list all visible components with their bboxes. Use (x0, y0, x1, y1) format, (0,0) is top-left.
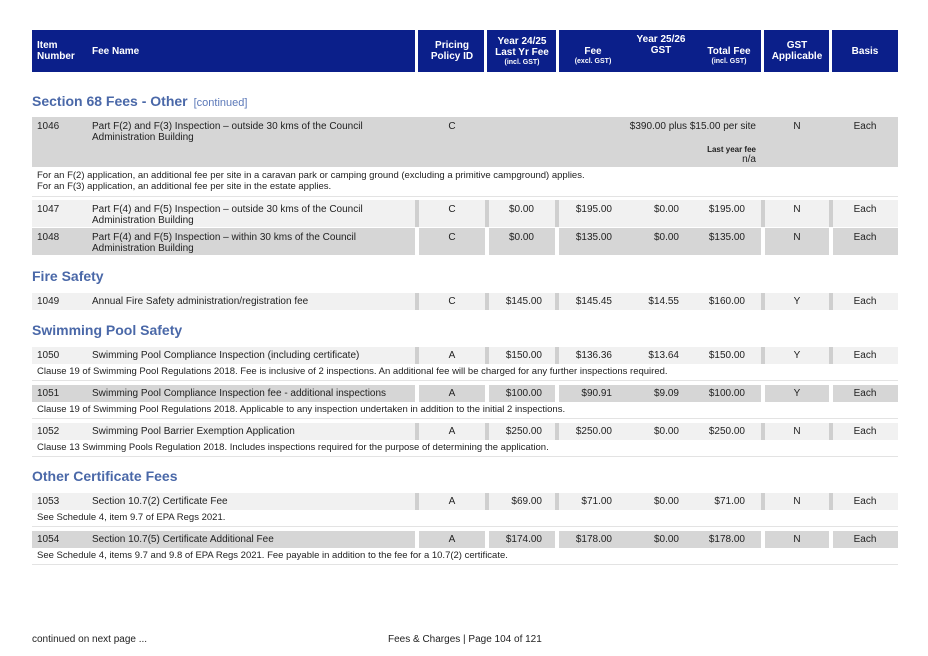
gst-applicable: Y (793, 350, 801, 361)
table-row (32, 228, 898, 255)
column-divider (829, 531, 833, 548)
table-row (32, 531, 898, 548)
last-year-fee: $145.00 (505, 296, 542, 307)
table-row (32, 385, 898, 402)
row-note: Clause 19 of Swimming Pool Regulations 2018. Fee is inclusive of 2 inspections. An additional fee will be charged for any further inspections required. (32, 364, 898, 381)
gst-applicable: N (793, 232, 801, 243)
header-total-sub: (incl. GST) (711, 58, 747, 65)
total-fee: $250.00 (708, 426, 745, 437)
gst-applicable: N (793, 496, 801, 507)
fee-name: Swimming Pool Compliance Inspection fee - additional inspections (92, 388, 387, 399)
item-number: 1048 (37, 232, 60, 243)
fee-name: Part F(4) and F(5) Inspection – outside 30 kms of the Council Administration Building (92, 204, 363, 226)
table-row (32, 347, 898, 364)
header-fee-name: Fee Name (92, 45, 140, 57)
page-footer: Fees & Charges | Page 104 of 121 (388, 634, 542, 645)
column-divider (415, 347, 419, 364)
gst-amount: $14.55 (648, 296, 679, 307)
column-divider (761, 347, 765, 364)
basis: Each (853, 204, 877, 215)
fee-name: Swimming Pool Barrier Exemption Application (92, 426, 295, 437)
row-note (32, 167, 898, 197)
row-note: See Schedule 4, items 9.7 and 9.8 of EPA Regs 2021. Fee payable in addition to the fee for a 10.7(2) certificate. (32, 548, 898, 565)
header-divider (484, 30, 487, 72)
header-total-fee (696, 30, 762, 72)
item-number: 1049 (37, 296, 60, 307)
gst-applicable: N (793, 534, 801, 545)
last-year-fee: $0.00 (508, 204, 534, 215)
pricing-policy: C (448, 204, 456, 215)
column-divider (761, 385, 765, 402)
item-number: 1052 (37, 426, 60, 437)
fee-excl-gst: $135.00 (575, 232, 612, 243)
note-line: For an F(3) application, an additional fee per site in the estate applies. (37, 181, 332, 192)
column-divider (761, 531, 765, 548)
column-divider (761, 423, 765, 440)
header-last-year-fee (489, 30, 555, 72)
item-number: 1046 (37, 121, 60, 132)
row-note: See Schedule 4, item 9.7 of EPA Regs 2021. (32, 510, 898, 527)
pricing-policy: A (448, 388, 456, 399)
header-last-year-mid: Last Yr Fee (495, 46, 549, 58)
column-divider (415, 531, 419, 548)
header-fee-sub: (excl. GST) (574, 58, 612, 65)
basis: Each (853, 426, 877, 437)
section-title-text: Section 68 Fees - Other (32, 93, 188, 109)
total-fee: $71.00 (714, 496, 745, 507)
section-title-pool: Swimming Pool Safety (32, 322, 183, 338)
header-total-mid: Total Fee (707, 46, 751, 57)
gst-amount: $0.00 (653, 204, 679, 215)
last-year-fee: $100.00 (505, 388, 542, 399)
header-divider (761, 30, 764, 72)
table-row (32, 117, 898, 167)
fee-name: Section 10.7(2) Certificate Fee (92, 496, 228, 507)
gst-applicable: Y (793, 296, 801, 307)
header-fee (562, 30, 624, 72)
gst-amount: $0.00 (653, 232, 679, 243)
column-divider (829, 385, 833, 402)
column-divider (415, 200, 419, 227)
fee-excl-gst: $90.91 (581, 388, 612, 399)
fee-excl-gst: $195.00 (575, 204, 612, 215)
header-gst-applicable: GST Applicable (771, 40, 823, 62)
table-row (32, 200, 898, 227)
section-continued: [continued] (193, 97, 248, 109)
pricing-policy: A (448, 496, 456, 507)
gst-applicable: N (793, 204, 801, 215)
pricing-policy: A (448, 350, 456, 361)
header-basis: Basis (851, 45, 879, 57)
basis: Each (853, 388, 877, 399)
table-header (32, 30, 898, 72)
pricing-policy: C (448, 121, 456, 132)
header-gst-top: Year 25/26 (636, 34, 686, 45)
gst-amount: $0.00 (653, 496, 679, 507)
fee-excl-gst: $71.00 (581, 496, 612, 507)
total-fee: $160.00 (708, 296, 745, 307)
basis: Each (853, 121, 877, 132)
table-row (32, 493, 898, 510)
column-divider (761, 228, 765, 255)
pricing-policy: A (448, 534, 456, 545)
table-row (32, 293, 898, 310)
gst-amount: $0.00 (653, 534, 679, 545)
column-divider (415, 423, 419, 440)
column-divider (415, 493, 419, 510)
header-last-year-sub: (incl. GST) (504, 58, 540, 66)
gst-amount: $13.64 (648, 350, 679, 361)
total-fee: $100.00 (708, 388, 745, 399)
table-row (32, 423, 898, 440)
item-number: 1053 (37, 496, 60, 507)
fee-excl-gst: $136.36 (575, 350, 612, 361)
note-line: For an F(2) application, an additional fee per site in a caravan park or camping ground (excluding a primitive campground) applies. (37, 170, 585, 181)
header-gst (628, 30, 694, 72)
column-divider (829, 423, 833, 440)
last-year-fee: $69.00 (511, 496, 542, 507)
fee-name: Part F(4) and F(5) Inspection – within 30 kms of the Council Administration Building (92, 232, 357, 254)
header-last-year-top: Year 24/25 (497, 35, 547, 47)
header-gst-mid: GST (650, 45, 672, 56)
basis: Each (853, 232, 877, 243)
gst-applicable: N (793, 426, 801, 437)
fee-name: Annual Fire Safety administration/registration fee (92, 296, 309, 307)
column-divider (761, 293, 765, 310)
total-fee: $390.00 plus $15.00 per site (629, 121, 756, 132)
header-pricing-policy: Pricing Policy ID (430, 40, 474, 62)
item-number: 1051 (37, 388, 60, 399)
basis: Each (853, 496, 877, 507)
gst-applicable: Y (793, 388, 801, 399)
item-number: 1054 (37, 534, 60, 545)
basis: Each (853, 296, 877, 307)
column-divider (415, 385, 419, 402)
pricing-policy: C (448, 296, 456, 307)
basis: Each (853, 350, 877, 361)
header-divider (556, 30, 559, 72)
total-fee: $135.00 (708, 232, 745, 243)
item-number: 1047 (37, 204, 60, 215)
header-divider (415, 30, 418, 72)
gst-amount: $0.00 (653, 426, 679, 437)
last-year-label: Last year fee (707, 145, 756, 154)
column-divider (829, 200, 833, 227)
fee-excl-gst: $178.00 (575, 534, 612, 545)
basis: Each (853, 534, 877, 545)
column-divider (829, 493, 833, 510)
total-fee: $150.00 (708, 350, 745, 361)
fee-name: Section 10.7(5) Certificate Additional Fee (92, 534, 274, 545)
header-divider (829, 30, 832, 72)
total-fee: $195.00 (708, 204, 745, 215)
continued-note: continued on next page ... (32, 634, 148, 645)
last-year-fee: $250.00 (505, 426, 542, 437)
column-divider (829, 293, 833, 310)
column-divider (761, 200, 765, 227)
gst-applicable: N (793, 121, 801, 132)
fee-excl-gst: $250.00 (575, 426, 612, 437)
column-divider (415, 228, 419, 255)
row-note: Clause 13 Swimming Pools Regulation 2018. Includes inspections required for the purpose of determining the application. (32, 440, 898, 457)
last-year-fee: $174.00 (505, 534, 542, 545)
column-divider (829, 228, 833, 255)
total-fee: $178.00 (708, 534, 745, 545)
fee-name: Part F(2) and F(3) Inspection – outside 30 kms of the Council Administration Building (92, 121, 363, 143)
fee-name: Swimming Pool Compliance Inspection (including certificate) (92, 350, 360, 361)
section-title-fire: Fire Safety (32, 268, 104, 284)
pricing-policy: A (448, 426, 456, 437)
column-divider (415, 293, 419, 310)
fee-excl-gst: $145.45 (575, 296, 612, 307)
last-year-fee: $0.00 (508, 232, 534, 243)
header-fee-mid: Fee (584, 46, 602, 57)
row-note: Clause 19 of Swimming Pool Regulations 2018. Applicable to any inspection undertaken in addition to the initial 2 inspections. (32, 402, 898, 419)
column-divider (829, 347, 833, 364)
column-divider (761, 493, 765, 510)
section-title-cert: Other Certificate Fees (32, 468, 178, 484)
item-number: 1050 (37, 350, 60, 361)
pricing-policy: C (448, 232, 456, 243)
header-item-number: Item Number (37, 40, 75, 62)
last-year-fee: $150.00 (505, 350, 542, 361)
last-year-value: n/a (742, 154, 756, 165)
section-title-s68 (32, 93, 247, 109)
gst-amount: $9.09 (653, 388, 679, 399)
